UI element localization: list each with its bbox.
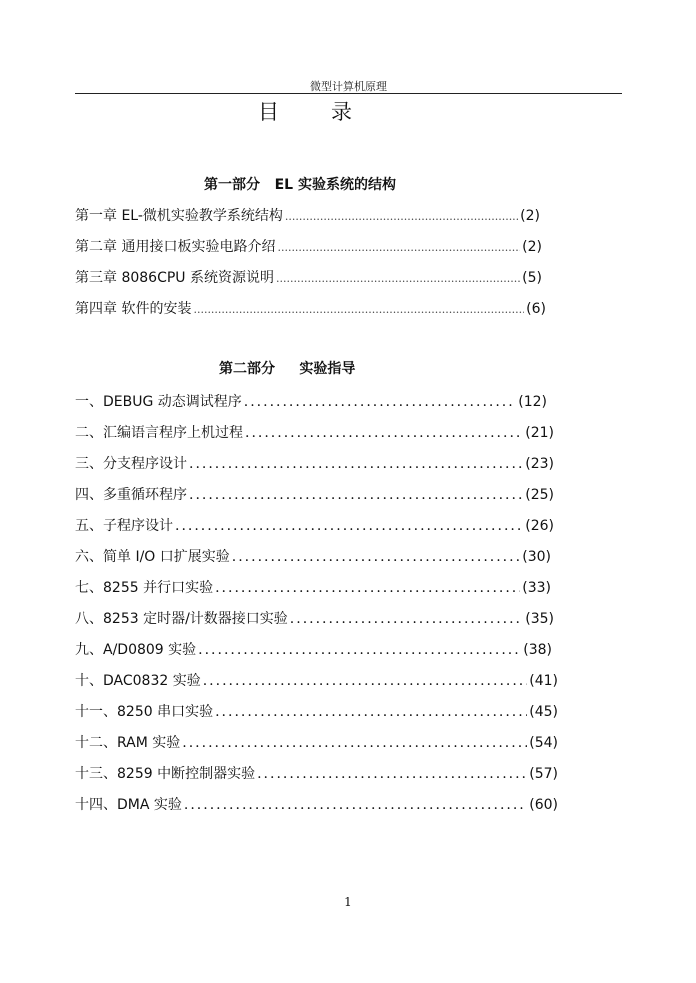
toc-entry-label: 三、分支程序设计 <box>75 456 187 472</box>
page-title <box>258 96 352 126</box>
title-left: 目 <box>258 100 279 124</box>
toc-entry <box>75 236 542 256</box>
toc-entry-page: (21) <box>525 425 554 441</box>
toc-entry <box>75 608 554 628</box>
toc-entry-label: 第二章 通用接口板实验电路介绍 <box>75 239 276 255</box>
toc-entry-page: (23) <box>525 456 554 472</box>
dot-leader <box>198 642 521 658</box>
toc-entry <box>75 422 554 442</box>
toc-entry-page: (6) <box>526 301 546 317</box>
toc-entry-label: 十、DAC0832 实验 <box>75 673 201 689</box>
toc-entry-page: (2) <box>522 239 542 255</box>
toc-entry-label: 十二、RAM 实验 <box>75 735 181 751</box>
toc-entry-label: 十三、8259 中断控制器实验 <box>75 766 256 782</box>
toc-entry-label: 七、8255 并行口实验 <box>75 580 214 596</box>
toc-entry-page: (5) <box>522 270 542 286</box>
part2-heading: 第二部分 实验指导 <box>219 361 356 377</box>
toc-entry-page: (12) <box>518 394 547 410</box>
toc-entry <box>75 205 540 225</box>
dot-leader <box>277 239 520 255</box>
dot-leader <box>175 518 523 534</box>
running-header: 微型计算机原理 <box>310 80 387 93</box>
toc-entry <box>75 794 558 814</box>
toc-entry-label: 一、DEBUG 动态调试程序 <box>75 394 242 410</box>
dot-leader <box>189 487 523 503</box>
toc-entry-label: 第三章 8086CPU 系统资源说明 <box>75 270 274 286</box>
dot-leader <box>244 394 516 410</box>
toc-entry <box>75 453 554 473</box>
dot-leader <box>193 301 524 317</box>
toc-entry-page: (26) <box>525 518 554 534</box>
dot-leader <box>285 208 518 224</box>
toc-entry-page: (41) <box>529 673 558 689</box>
toc-entry-page: (38) <box>523 642 552 658</box>
toc-entry <box>75 298 546 318</box>
dot-leader <box>290 611 523 627</box>
toc-entry <box>75 267 542 287</box>
toc-entry-page: (2) <box>520 208 540 224</box>
toc-entry-page: (35) <box>525 611 554 627</box>
toc-entry <box>75 732 558 752</box>
toc-entry-page: (57) <box>529 766 558 782</box>
dot-leader <box>215 704 527 720</box>
toc-entry <box>75 701 558 721</box>
dot-leader <box>189 456 523 472</box>
toc-entry <box>75 670 558 690</box>
toc-entry-label: 二、汇编语言程序上机过程 <box>75 425 243 441</box>
toc-entry <box>75 763 558 783</box>
toc-entry-page: (25) <box>525 487 554 503</box>
part1-heading: 第一部分 EL 实验系统的结构 <box>204 177 396 193</box>
toc-entry <box>75 515 554 535</box>
toc-entry-page: (33) <box>522 580 551 596</box>
toc-entry-label: 四、多重循环程序 <box>75 487 187 503</box>
toc-entry-label: 八、8253 定时器/计数器接口实验 <box>75 611 288 627</box>
dot-leader <box>232 549 520 565</box>
toc-entry <box>75 577 551 597</box>
toc-entry-label: 九、A/D0809 实验 <box>75 642 197 658</box>
toc-entry-page: (60) <box>529 797 558 813</box>
dot-leader <box>184 797 527 813</box>
toc-entry-label: 六、简单 I/O 口扩展实验 <box>75 549 230 565</box>
toc-entry-label: 十一、8250 串口实验 <box>75 704 214 720</box>
page-number: 1 <box>344 895 352 909</box>
header-rule <box>75 93 622 94</box>
dot-leader <box>257 766 527 782</box>
toc-entry-page: (30) <box>522 549 551 565</box>
title-right: 录 <box>331 100 352 124</box>
toc-entry <box>75 639 552 659</box>
toc-entry <box>75 484 554 504</box>
dot-leader <box>182 735 527 751</box>
toc-entry <box>75 546 551 566</box>
toc-entry-label: 十四、DMA 实验 <box>75 797 182 813</box>
dot-leader <box>215 580 520 596</box>
dot-leader <box>245 425 523 441</box>
dot-leader <box>276 270 520 286</box>
dot-leader <box>203 673 528 689</box>
toc-entry-label: 五、子程序设计 <box>75 518 173 534</box>
toc-entry-label: 第一章 EL-微机实验教学系统结构 <box>75 208 283 224</box>
toc-entry-page: (45) <box>529 704 558 720</box>
toc-entry <box>75 391 547 411</box>
toc-entry-label: 第四章 软件的安装 <box>75 301 192 317</box>
toc-entry-page: (54) <box>529 735 558 751</box>
